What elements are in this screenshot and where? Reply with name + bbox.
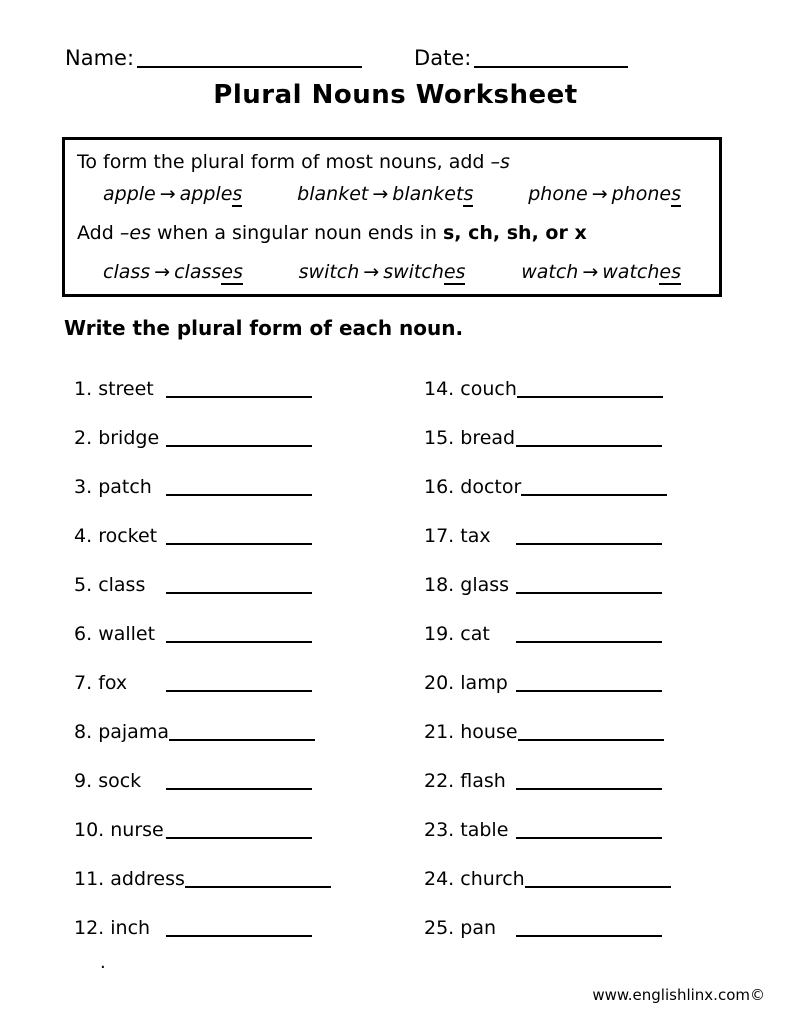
question-row <box>424 866 724 915</box>
answer-blank[interactable] <box>166 771 312 790</box>
question-row <box>424 376 724 425</box>
answer-blank[interactable] <box>166 428 312 447</box>
question-number: 25. <box>424 917 455 939</box>
question-word: bridge <box>98 427 160 449</box>
answer-blank[interactable] <box>185 869 331 888</box>
arrow-icon: → <box>154 261 171 283</box>
question-word: bread <box>460 427 516 449</box>
question-number: 17. <box>424 525 455 547</box>
question-word: table <box>460 819 509 841</box>
answer-blank[interactable] <box>166 477 312 496</box>
question-word: cat <box>460 623 490 645</box>
question-word: house <box>460 721 518 743</box>
question-number: 6. <box>74 623 93 645</box>
date-blank[interactable] <box>474 50 628 68</box>
answer-blank[interactable] <box>516 771 662 790</box>
question-row <box>424 670 724 719</box>
question-row <box>424 817 724 866</box>
question-word: rocket <box>98 525 158 547</box>
answer-blank[interactable] <box>166 673 312 692</box>
rule-add-s: To form the plural form of most nouns, add –s <box>77 151 510 173</box>
question-row <box>74 817 374 866</box>
question-row <box>74 719 374 768</box>
answer-blank[interactable] <box>517 379 663 398</box>
question-number: 9. <box>74 770 93 792</box>
question-word: fox <box>98 672 128 694</box>
rules-box <box>62 137 722 297</box>
example-switch: switch → switches <box>298 261 466 283</box>
rule-add-es: Add –es when a singular noun ends in s, ch, sh, or x <box>77 222 587 244</box>
example-phone: phone → phones <box>528 183 681 205</box>
question-word: sock <box>98 770 142 792</box>
question-number: 1. <box>74 378 93 400</box>
answer-blank[interactable] <box>166 820 312 839</box>
footer-credit: www.englishlinx.com© <box>592 986 765 1004</box>
answer-blank[interactable] <box>516 918 662 937</box>
stray-mark: . <box>100 952 106 973</box>
answer-blank[interactable] <box>166 526 312 545</box>
question-word: pan <box>460 917 497 939</box>
question-word: couch <box>460 378 517 400</box>
question-word: class <box>98 574 146 596</box>
instruction-heading: Write the plural form of each noun. <box>64 316 464 340</box>
question-word: pajama <box>98 721 169 743</box>
question-row <box>424 719 724 768</box>
answer-blank[interactable] <box>516 820 662 839</box>
question-number: 18. <box>424 574 455 596</box>
question-word: lamp <box>460 672 508 694</box>
question-number: 24. <box>424 868 455 890</box>
question-word: flash <box>460 770 506 792</box>
questions-right-column <box>424 376 724 964</box>
question-word: church <box>460 868 525 890</box>
question-number: 3. <box>74 476 93 498</box>
name-blank[interactable] <box>137 50 362 68</box>
question-number: 15. <box>424 427 455 449</box>
question-row <box>424 523 724 572</box>
answer-blank[interactable] <box>516 624 662 643</box>
question-number: 19. <box>424 623 455 645</box>
arrow-icon: → <box>159 183 176 205</box>
header <box>65 46 628 70</box>
answer-blank[interactable] <box>166 379 312 398</box>
question-number: 14. <box>424 378 455 400</box>
date-label: Date: <box>414 46 472 70</box>
question-row <box>424 621 724 670</box>
examples-add-es <box>103 261 681 283</box>
answer-blank[interactable] <box>518 722 664 741</box>
example-blanket: blanket → blankets <box>297 183 474 205</box>
page-title: Plural Nouns Worksheet <box>213 80 578 110</box>
question-word: address <box>110 868 185 890</box>
example-class: class → classes <box>103 261 243 283</box>
name-label: Name: <box>65 46 135 70</box>
answer-blank[interactable] <box>166 918 312 937</box>
question-word: nurse <box>110 819 164 841</box>
question-number: 11. <box>74 868 105 890</box>
question-word: street <box>98 378 154 400</box>
question-number: 21. <box>424 721 455 743</box>
question-number: 7. <box>74 672 93 694</box>
questions-left-column <box>74 376 374 964</box>
suffix-s: –s <box>490 151 510 173</box>
question-row <box>74 572 374 621</box>
question-row <box>74 768 374 817</box>
question-row <box>74 866 374 915</box>
example-apple: apple → apples <box>103 183 243 205</box>
question-number: 16. <box>424 476 455 498</box>
answer-blank[interactable] <box>166 575 312 594</box>
question-word: doctor <box>460 476 522 498</box>
answer-blank[interactable] <box>521 477 667 496</box>
examples-add-s <box>103 183 681 205</box>
question-row <box>74 915 374 964</box>
question-number: 10. <box>74 819 105 841</box>
question-row <box>74 376 374 425</box>
answer-blank[interactable] <box>516 526 662 545</box>
question-row <box>424 425 724 474</box>
question-row <box>424 474 724 523</box>
question-word: glass <box>460 574 510 596</box>
answer-blank[interactable] <box>516 575 662 594</box>
example-watch: watch → watches <box>521 261 681 283</box>
endings-list: s, ch, sh, or x <box>442 222 587 244</box>
question-number: 23. <box>424 819 455 841</box>
question-row <box>74 670 374 719</box>
question-row <box>424 572 724 621</box>
question-row <box>74 523 374 572</box>
question-number: 5. <box>74 574 93 596</box>
answer-blank[interactable] <box>516 428 662 447</box>
answer-blank[interactable] <box>525 869 671 888</box>
question-row <box>424 768 724 817</box>
arrow-icon: → <box>363 261 380 283</box>
question-number: 2. <box>74 427 93 449</box>
question-word: inch <box>110 917 151 939</box>
question-row <box>424 915 724 964</box>
arrow-icon: → <box>591 183 608 205</box>
question-word: patch <box>98 476 152 498</box>
question-number: 22. <box>424 770 455 792</box>
suffix-es: –es <box>119 222 151 244</box>
arrow-icon: → <box>582 261 599 283</box>
question-word: tax <box>460 525 491 547</box>
question-number: 4. <box>74 525 93 547</box>
question-row <box>74 425 374 474</box>
answer-blank[interactable] <box>169 722 315 741</box>
answer-blank[interactable] <box>166 624 312 643</box>
question-word: wallet <box>98 623 156 645</box>
answer-blank[interactable] <box>516 673 662 692</box>
arrow-icon: → <box>372 183 389 205</box>
question-row <box>74 621 374 670</box>
question-number: 8. <box>74 721 93 743</box>
question-number: 20. <box>424 672 455 694</box>
question-number: 12. <box>74 917 105 939</box>
question-row <box>74 474 374 523</box>
